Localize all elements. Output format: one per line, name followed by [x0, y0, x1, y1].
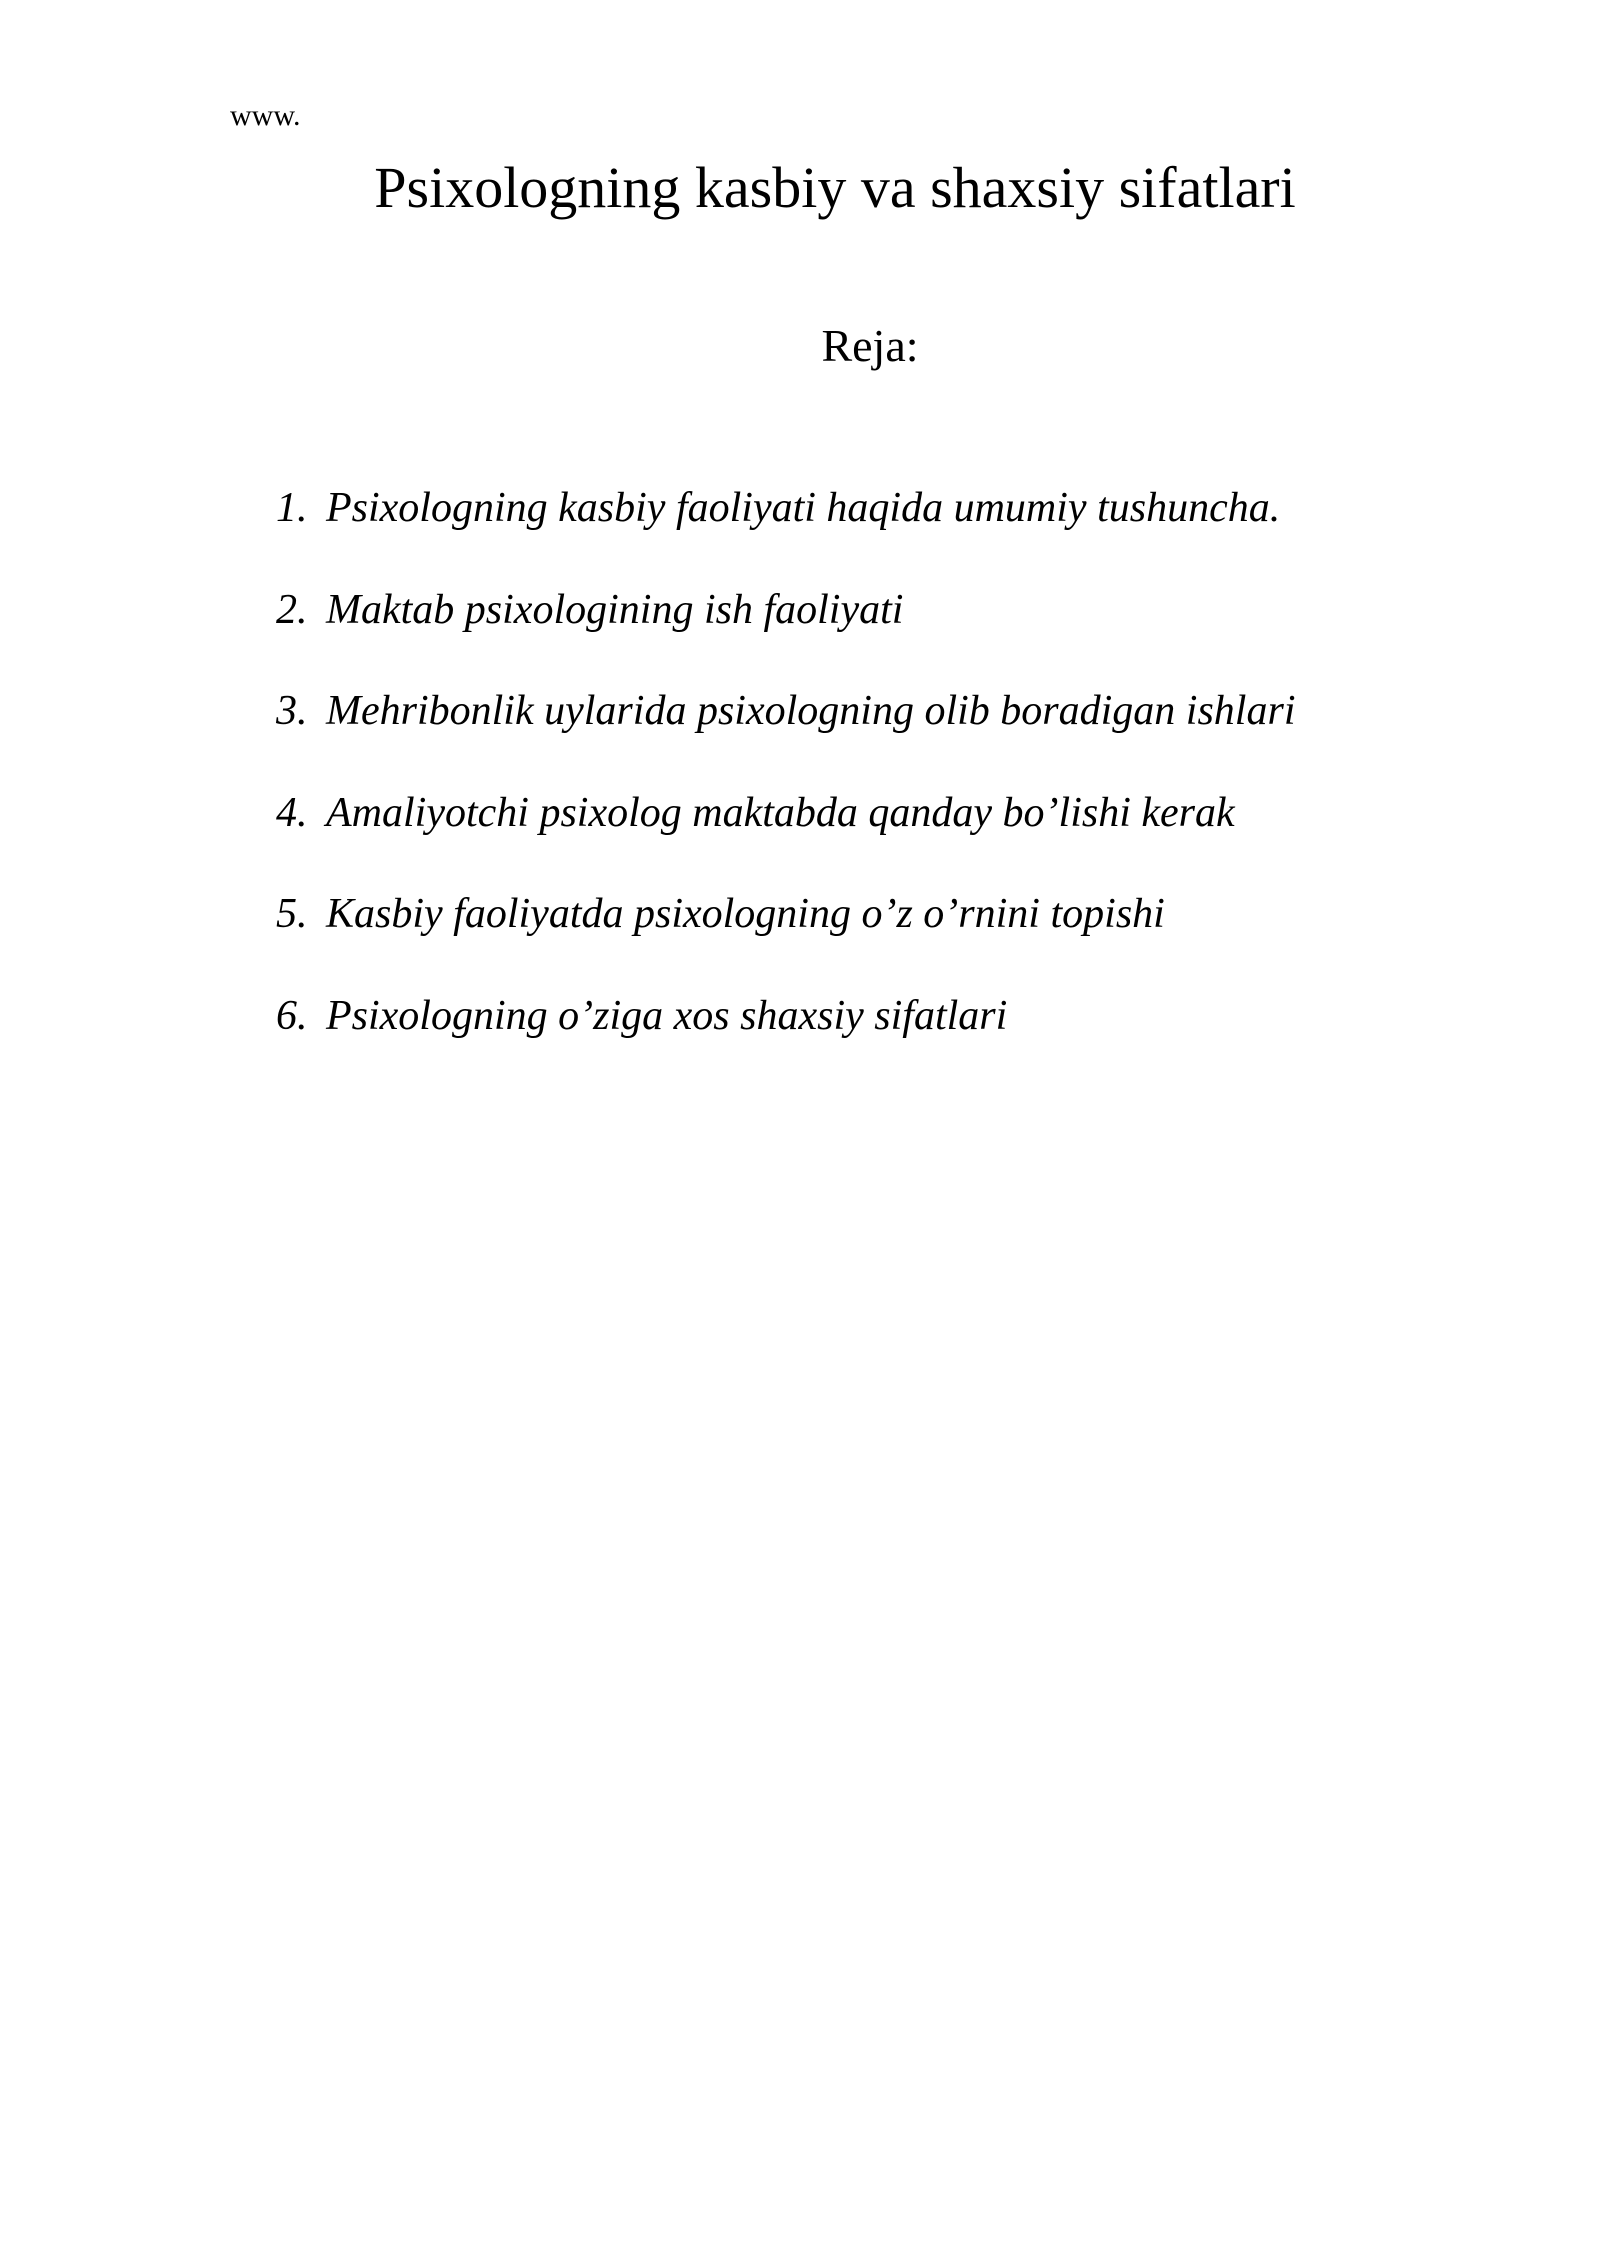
list-item	[276, 785, 1296, 887]
list-item-number: 6.	[276, 992, 308, 1039]
list-item-text: Psixologning kasbiy faoliyati haqida umumiy tushuncha.	[326, 485, 1281, 531]
plan-heading: Reja:	[821, 320, 919, 371]
list-item	[276, 988, 1296, 1090]
plan-list	[276, 480, 1296, 1089]
list-item-number: 1.	[276, 485, 308, 531]
list-item-text: Amaliyotchi psixolog maktabda qanday bo’lishi kerak	[326, 789, 1235, 836]
list-item-text: Mehribonlik uylarida psixologning olib boradigan ishlari	[326, 688, 1296, 734]
list-item	[276, 683, 1296, 785]
list-item-number: 5.	[276, 891, 308, 937]
list-item-number: 3.	[276, 688, 308, 734]
list-item-number: 4.	[276, 789, 308, 836]
page-title: Psixologning kasbiy va shaxsiy sifatlari	[374, 155, 1296, 220]
list-item-text: Kasbiy faoliyatda psixologning o’z o’rnini topishi	[326, 891, 1165, 937]
list-item	[276, 886, 1296, 988]
list-item	[276, 480, 1296, 582]
header-url: www.	[230, 99, 301, 132]
list-item-text: Psixologning o’ziga xos shaxsiy sifatlari	[326, 992, 1008, 1039]
list-item-text: Maktab psixologining ish faoliyati	[326, 586, 904, 633]
list-item	[276, 582, 1296, 684]
list-item-number: 2.	[276, 586, 308, 633]
